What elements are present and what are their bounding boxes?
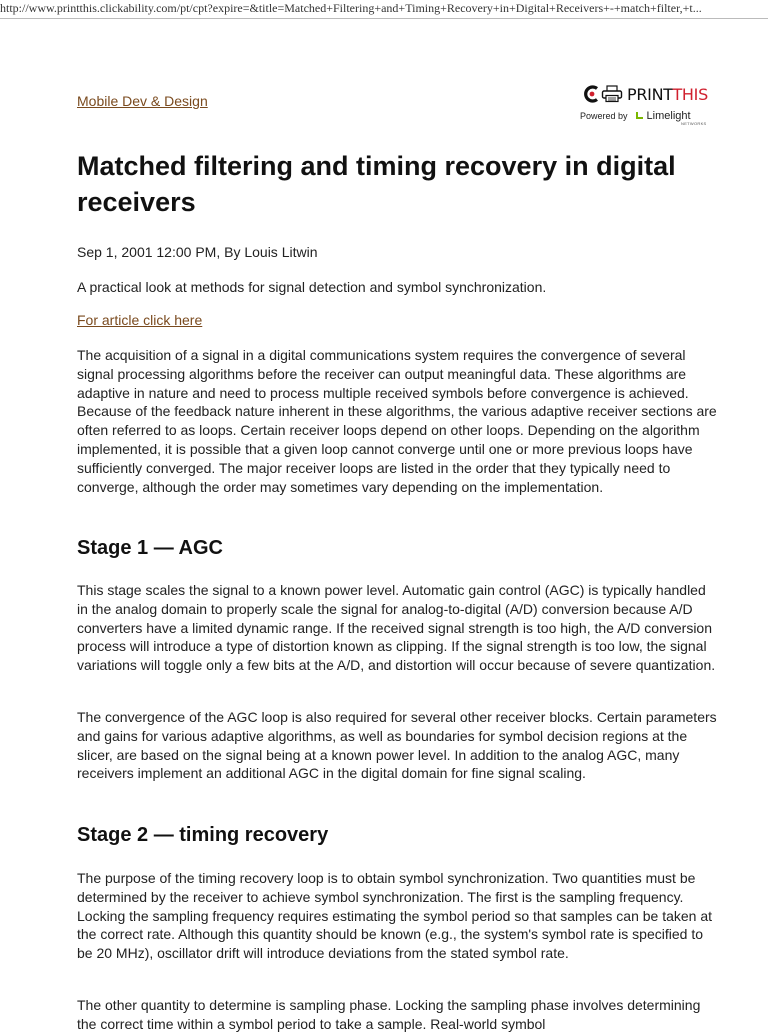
url-divider xyxy=(0,18,768,19)
print-this-logo[interactable] xyxy=(580,82,724,127)
article-byline: Sep 1, 2001 12:00 PM, By Louis Litwin xyxy=(77,244,318,260)
article-link[interactable]: For article click here xyxy=(77,312,203,328)
powered-by-label: Powered by xyxy=(580,111,628,121)
print-word: PRINT xyxy=(627,84,673,104)
article-title: Matched filtering and timing recovery in digital receivers xyxy=(77,151,676,217)
stage-2-paragraph-2: The other quantity to determine is sampling phase. Locking the sampling phase involves determining the correct time within a symbol period to take a sample. Real-world symbol xyxy=(77,997,701,1032)
stage-1-paragraph-1: This stage scales the signal to a known power level. Automatic gain control (AGC) is typically handled in the analog domain to properly scale the signal for analog-to-digital (A/D) conversion because A/D converters have a limited dynamic range. If the received signal strength is too high, the A/D conversion process will introduce a type of distortion known as clipping. If the signal strength is too low, the signal variations will toggle only a few bits at the A/D, and distortion will occur because of severe quantization. xyxy=(77,582,716,674)
stage-1-heading: Stage 1 — AGC xyxy=(77,537,223,559)
limelight-networks-label: NETWORKS xyxy=(681,121,707,126)
limelight-wordmark: Limelight xyxy=(646,110,691,122)
intro-paragraph: The acquisition of a signal in a digital communications system requires the convergence of several signal processing algorithms before the receiver can output meaningful data. These algorithms are adaptive in nature and need to process multiple received symbols before convergence is achieved. Because of the feedback nature inherent in these algorithms, the various adaptive receiver sections are often referred to as loops. Certain receiver loops depend on other loops. Depending on the algorithm implemented, it is possible that a given loop cannot converge until one or more previous loops have sufficiently converged. The major receiver loops are listed in the order that they typically need to converge, although the order may sometimes vary depending on the implementation. xyxy=(77,347,717,495)
print-this-wordmark xyxy=(627,85,708,104)
this-word: THIS xyxy=(672,84,708,104)
section-link[interactable]: Mobile Dev & Design xyxy=(77,93,208,109)
stage-2-heading: Stage 2 — timing recovery xyxy=(77,824,329,846)
printer-icon xyxy=(601,85,623,103)
print-this-row xyxy=(584,82,708,106)
powered-by-row xyxy=(580,110,707,126)
limelight-leaf-icon xyxy=(635,111,645,121)
clickability-c-icon xyxy=(584,85,600,103)
stage-2-paragraph-1: The purpose of the timing recovery loop is to obtain symbol synchronization. Two quantities must be determined by the receiver to achieve symbol synchronization. The first is the sampling frequency. Locking the sampling frequency requires estimating the symbol period so that samples can be taken at the correct rate. Although this quantity should be known (e.g., the system's symbol rate is specified to be 20 MHz), oscillator drift will introduce deviations from the stated symbol rate. xyxy=(77,870,713,962)
stage-1-paragraph-2: The convergence of the AGC loop is also required for several other receiver blocks. Certain parameters and gains for various adaptive algorithms, as well as boundaries for symbol decision regions at the slicer, are based on the signal being at a known power level. In addition to the analog AGC, many receivers implement an additional AGC in the digital domain for fine signal scaling. xyxy=(77,709,717,782)
page-url: http://www.printthis.clickability.com/pt/cpt?expire=&title=Matched+Filtering+and+Timing+Recovery+in+Digital+Receivers+-+match+filter,+t... xyxy=(0,1,702,15)
article-deck: A practical look at methods for signal detection and symbol synchronization. xyxy=(77,279,547,295)
